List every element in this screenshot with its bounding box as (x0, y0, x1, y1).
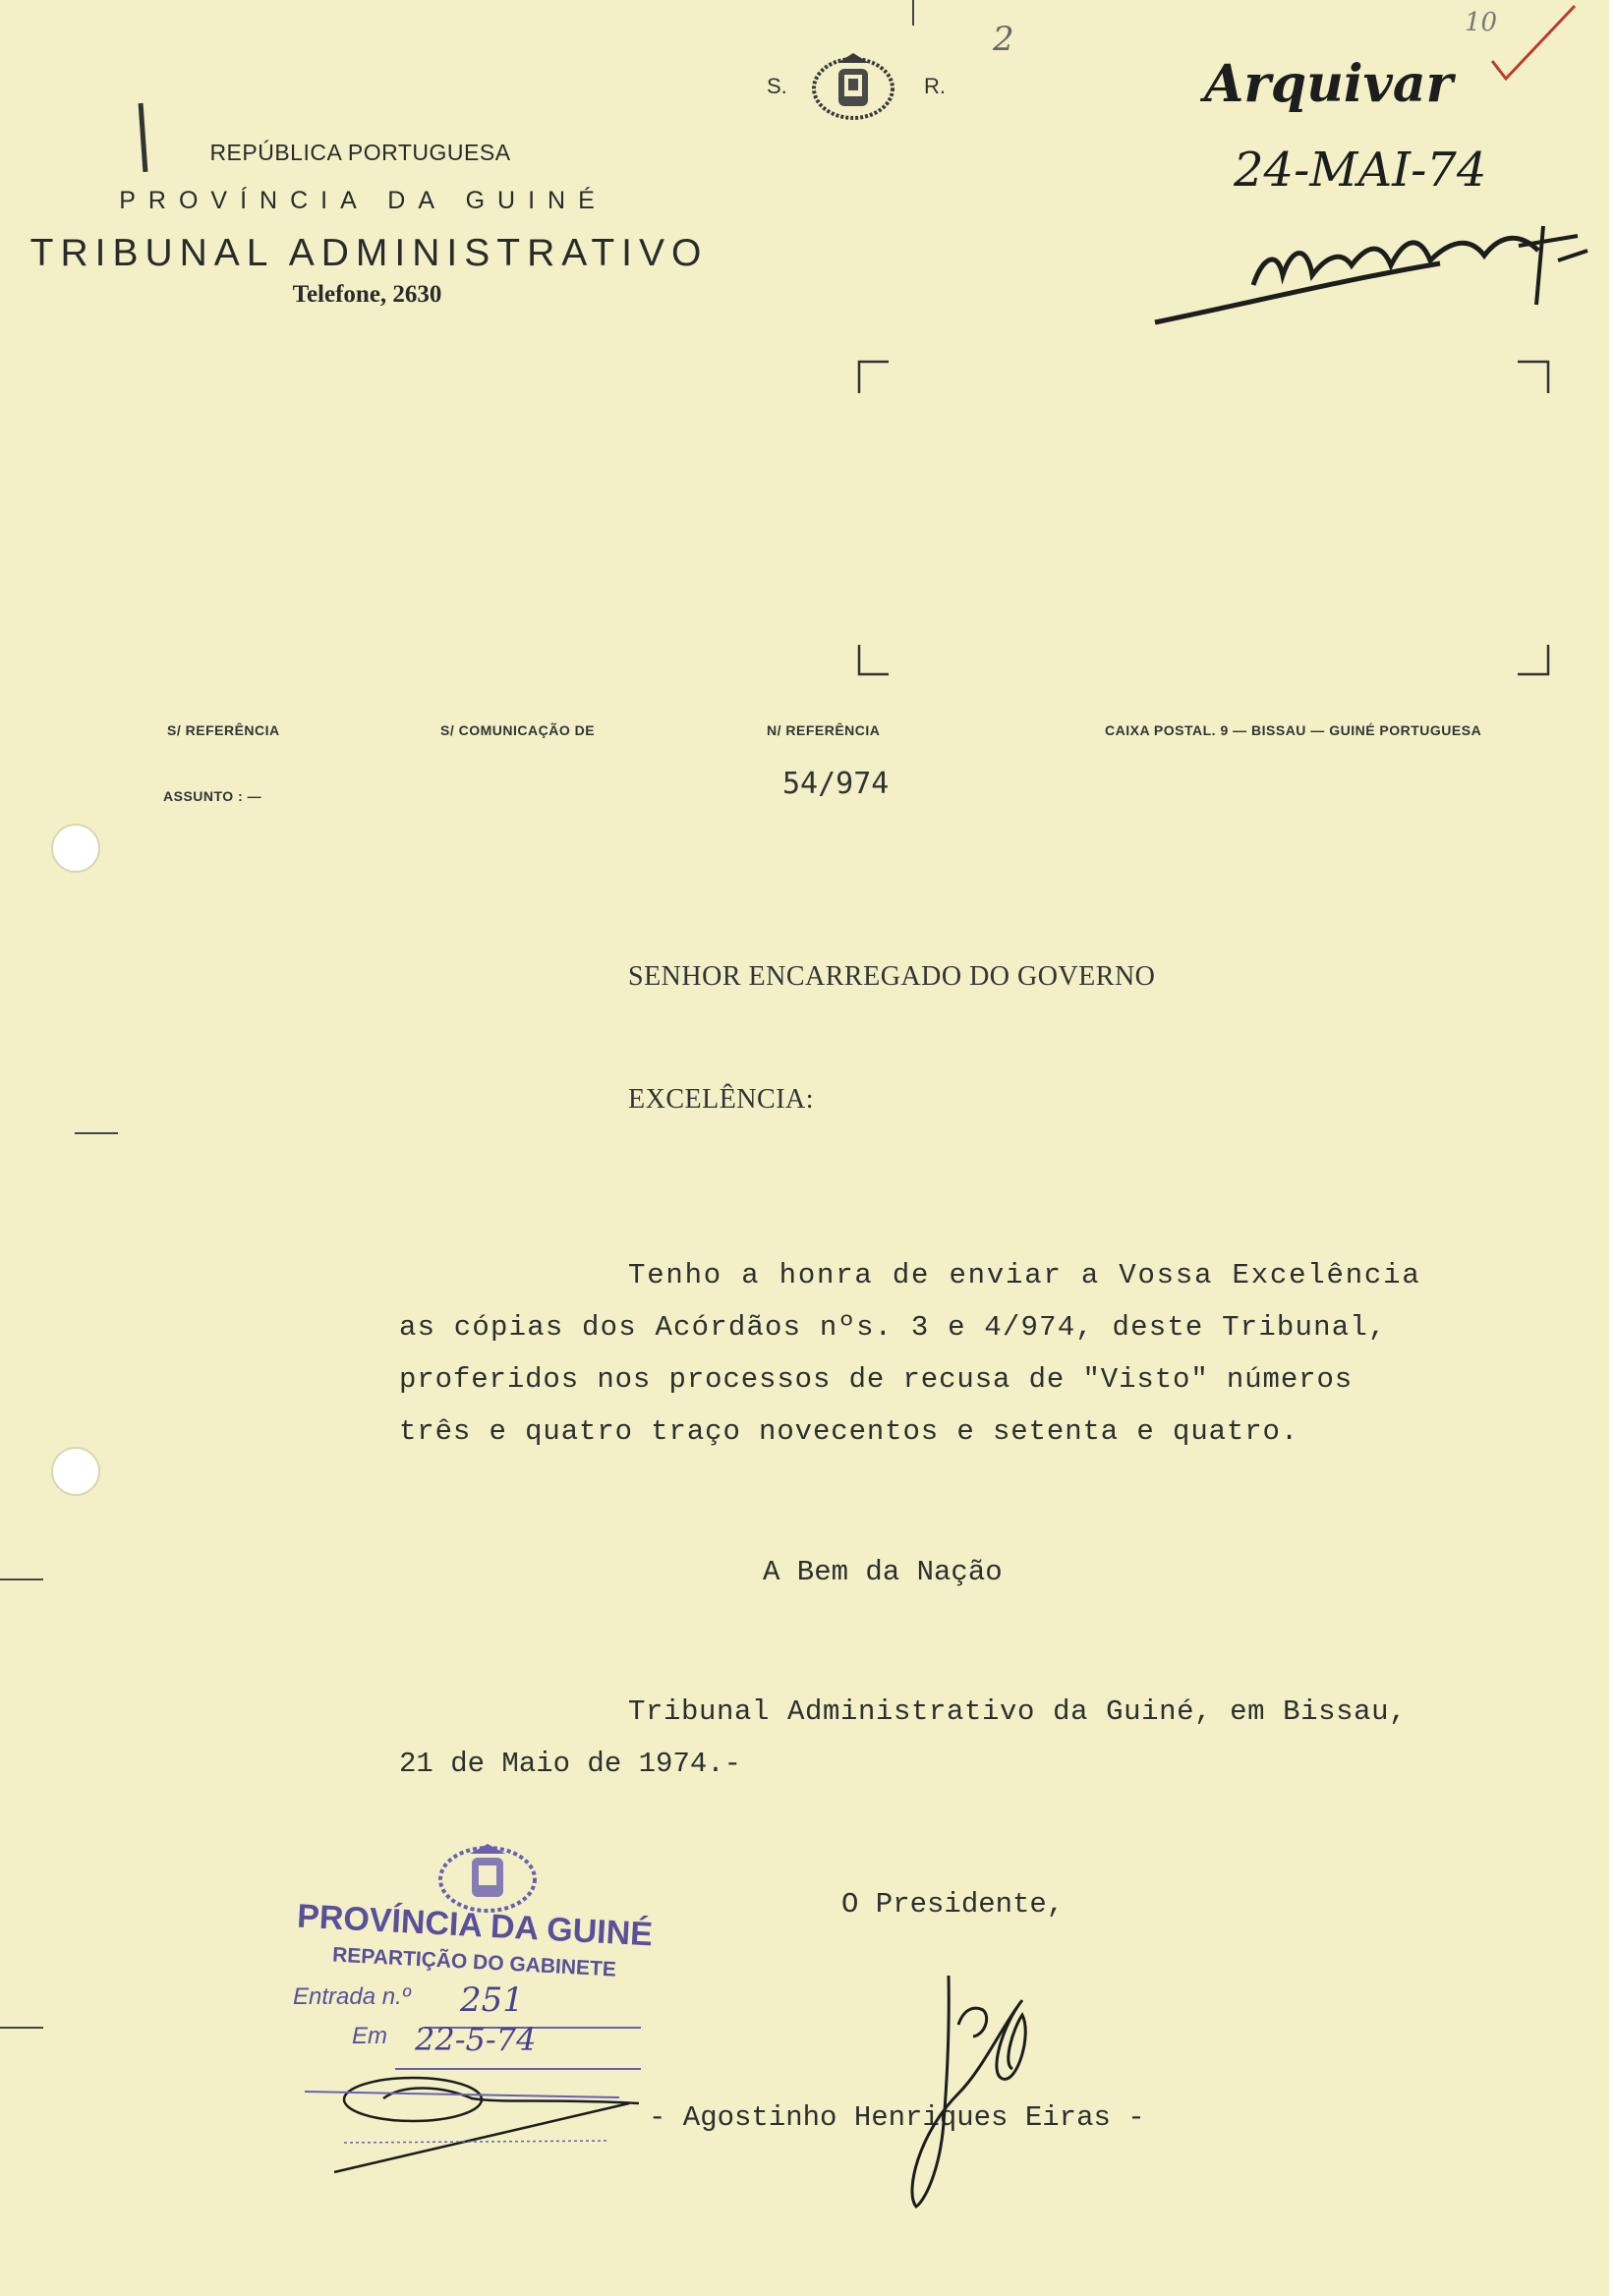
body-line: três e quatro traço novecentos e setenta e quatro. (399, 1415, 1299, 1448)
body-line: proferidos nos processos de recusa de "Visto" números (399, 1363, 1354, 1396)
stamp-em-label: Em (352, 2023, 387, 2049)
signer-name: - Agostinho Henriques Eiras - (649, 2101, 1145, 2134)
date-line: 21 de Maio de 1974.- (399, 1748, 742, 1780)
fold-mark (0, 1578, 43, 1580)
president-signature (865, 1966, 1062, 2221)
page-number-annotation: 2 (993, 20, 1014, 59)
s-comunicacao-label: S/ COMUNICAÇÃO DE (440, 722, 596, 738)
s-letter: S. (767, 74, 787, 98)
body-line: as cópias dos Acórdãos nºs. 3 e 4/974, deste Tribunal, (399, 1311, 1387, 1344)
handwritten-arquivar: Arquivar (1204, 54, 1453, 114)
addressee: SENHOR ENCARREGADO DO GOVERNO (628, 961, 1156, 992)
top-tick (912, 0, 914, 26)
provincia-heading: PROVÍNCIA DA GUINÉ (119, 187, 607, 214)
caixa-postal-label: CAIXA POSTAL. 9 — BISSAU — GUINÉ PORTUGUESA (1105, 722, 1482, 738)
republica-heading: REPÚBLICA PORTUGUESA (209, 140, 511, 165)
stamp-em-value: 22-5-74 (415, 2021, 537, 2058)
tribunal-heading: TRIBUNAL ADMINISTRATIVO (29, 232, 709, 274)
fold-mark (75, 1132, 118, 1134)
check-mark-icon (1484, 0, 1583, 88)
stamp-line2: REPARTIÇÃO DO GABINETE (331, 1943, 617, 1981)
stamp-initials (295, 2064, 659, 2182)
coat-of-arms-icon (808, 49, 898, 126)
stamp-entrada-label: Entrada n.º (293, 1983, 411, 2010)
salutation: EXCELÊNCIA: (628, 1084, 815, 1115)
handwritten-date: 24-MAI-74 (1234, 143, 1487, 198)
r-letter: R. (924, 74, 946, 98)
n-referencia-label: N/ REFERÊNCIA (767, 722, 881, 738)
place-line: Tribunal Administrativo da Guiné, em Bissau, (628, 1695, 1408, 1728)
closing: A Bem da Nação (763, 1556, 1003, 1588)
handwritten-initials-signature (1145, 206, 1597, 334)
stamp-entrada-value: 251 (460, 1980, 524, 2020)
corner-number-annotation: 10 (1465, 8, 1498, 37)
page-edge (1609, 0, 1615, 2296)
fold-mark (0, 2027, 43, 2029)
body-line: Tenho a honra de enviar a Vossa Excelência (628, 1259, 1421, 1292)
punch-hole-bottom (51, 1447, 100, 1496)
signer-title: O Presidente, (841, 1888, 1065, 1921)
assunto-label: ASSUNTO : — (163, 788, 262, 804)
address-window-marks (845, 354, 1563, 688)
punch-hole-top (51, 824, 100, 873)
telefone-line: Telefone, 2630 (292, 281, 442, 308)
s-referencia-label: S/ REFERÊNCIA (167, 722, 280, 738)
reference-number: 54/974 (782, 767, 890, 801)
stamp-line1: PROVÍNCIA DA GUINÉ (296, 1897, 654, 1954)
